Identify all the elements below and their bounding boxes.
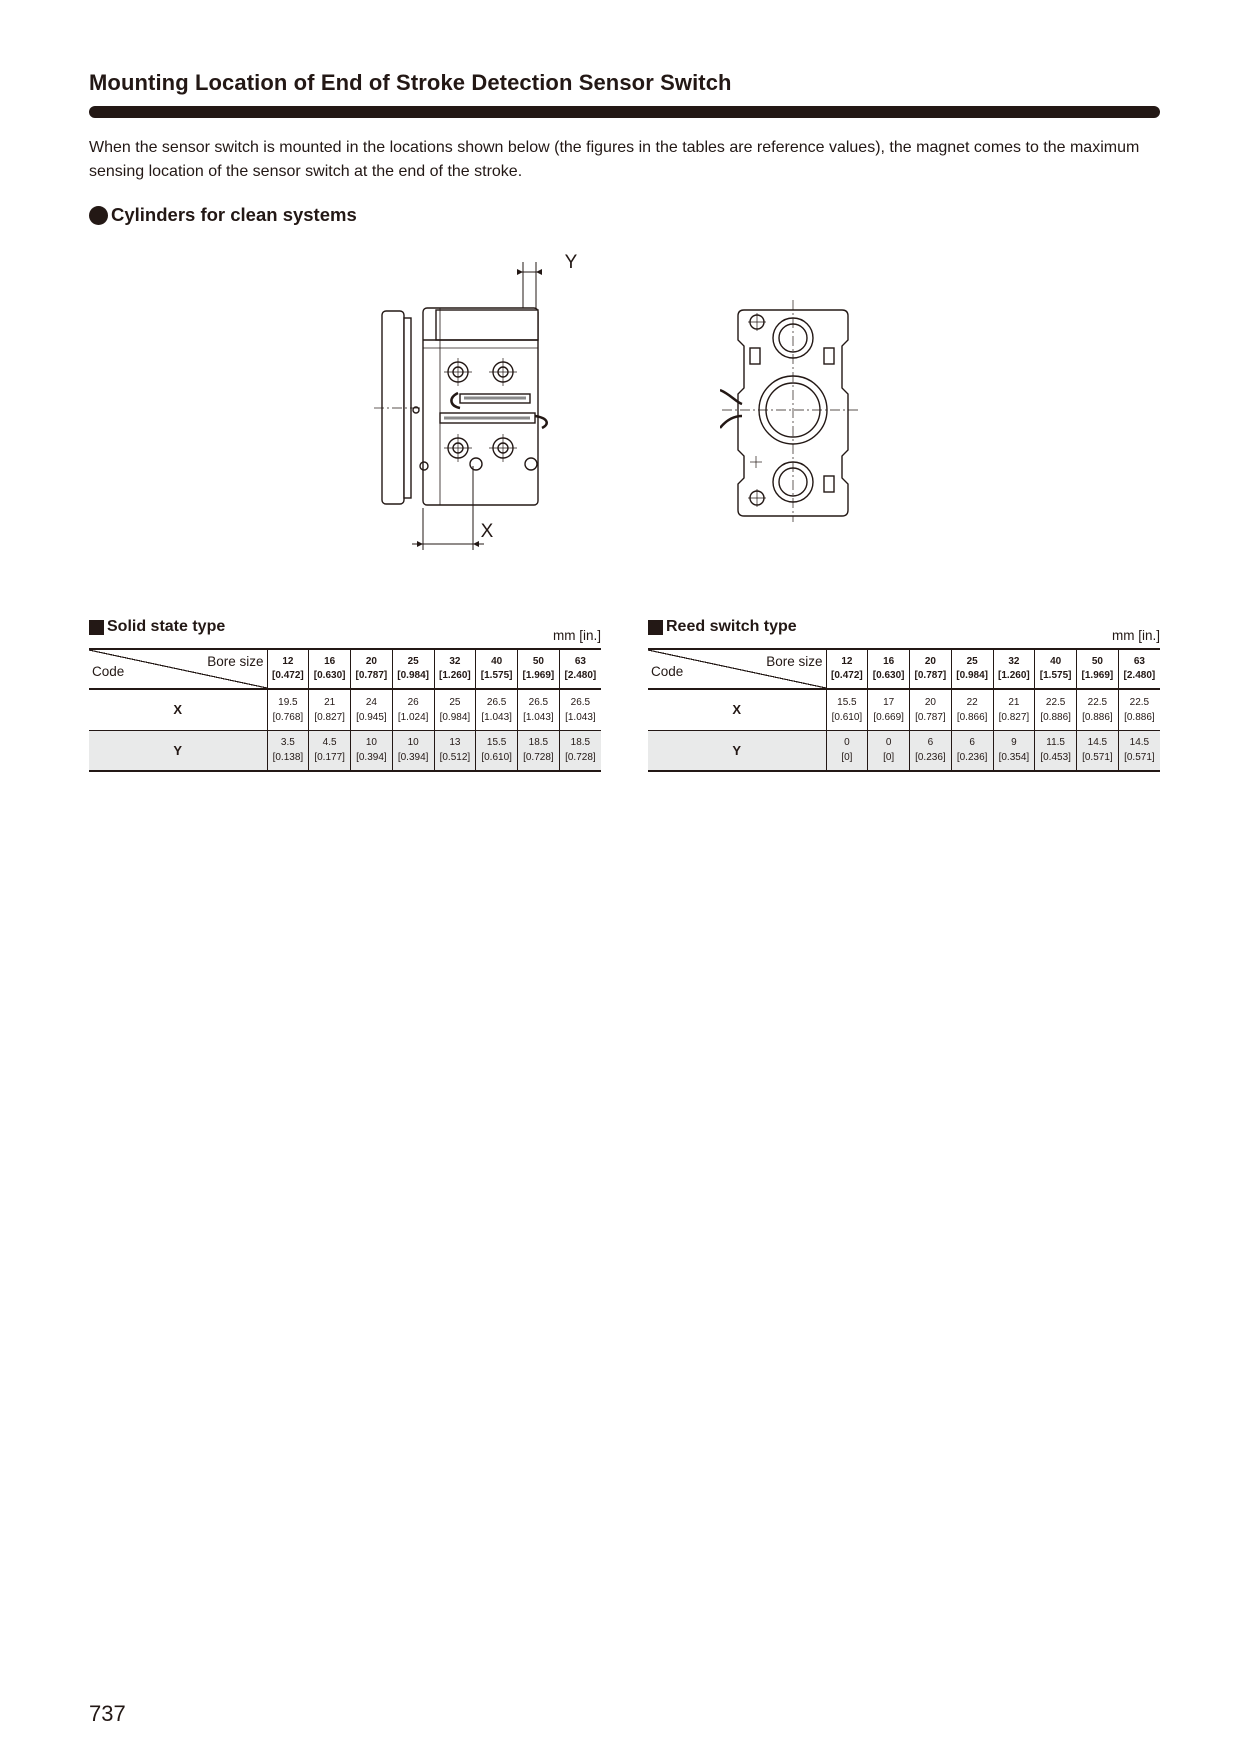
bore-col-header: 50 [1.969]: [518, 649, 560, 689]
corner-header: Bore size Code: [648, 649, 826, 689]
section-heading-text: Cylinders for clean systems: [111, 204, 357, 225]
unit-label: mm [in.]: [552, 628, 601, 643]
label-x: X: [480, 521, 494, 542]
table-cell: 24 [0.945]: [351, 689, 393, 730]
table-cell: 6 [0.236]: [910, 730, 952, 771]
table-cell: 21 [0.827]: [309, 689, 351, 730]
bore-col-header: 12 [0.472]: [826, 649, 868, 689]
reed-switch-table-block: [648, 614, 1160, 772]
table-cell: 19.5 [0.768]: [267, 689, 309, 730]
row-code: X: [173, 702, 183, 718]
table-cell: 26.5 [1.043]: [476, 689, 518, 730]
square-bullet-icon: [89, 620, 104, 635]
table-cell: 15.5 [0.610]: [826, 689, 868, 730]
table-cell: 14.5 [0.571]: [1077, 730, 1119, 771]
solid-state-table-block: [89, 614, 601, 772]
unit-label: mm [in.]: [1111, 628, 1160, 643]
reed-switch-table: [648, 648, 1160, 772]
table-cell: 14.5 [0.571]: [1118, 730, 1160, 771]
bore-col-header: 40 [1.575]: [476, 649, 518, 689]
table-row: [648, 730, 1160, 771]
table-cell: 18.5 [0.728]: [518, 730, 560, 771]
table-row: [89, 689, 601, 730]
bullet-dot-icon: [89, 206, 108, 225]
bore-col-header: 63 [2.480]: [559, 649, 601, 689]
page-number: 737: [89, 1701, 126, 1726]
table-cell: 10 [0.394]: [392, 730, 434, 771]
bore-col-header: 12 [0.472]: [267, 649, 309, 689]
bore-col-header: 32 [1.260]: [434, 649, 476, 689]
square-bullet-icon: [648, 620, 663, 635]
table-cell: 10 [0.394]: [351, 730, 393, 771]
table-cell: 9 [0.354]: [993, 730, 1035, 771]
bore-col-header: 32 [1.260]: [993, 649, 1035, 689]
table-cell: 13 [0.512]: [434, 730, 476, 771]
table-cell: 22 [0.866]: [951, 689, 993, 730]
table-cell: 26 [1.024]: [392, 689, 434, 730]
corner-header: Bore size Code: [89, 649, 267, 689]
bore-col-header: 40 [1.575]: [1035, 649, 1077, 689]
page-title: Mounting Location of End of Stroke Detection Sensor Switch: [89, 70, 732, 95]
table-cell: 0 [0]: [868, 730, 910, 771]
bore-col-header: 20 [0.787]: [910, 649, 952, 689]
table-cell: 21 [0.827]: [993, 689, 1035, 730]
bore-col-header: 25 [0.984]: [951, 649, 993, 689]
row-code: Y: [732, 742, 742, 758]
table-cell: 22.5 [0.886]: [1035, 689, 1077, 730]
bore-col-header: 16 [0.630]: [868, 649, 910, 689]
title-divider: [89, 106, 1160, 118]
bore-col-header: 50 [1.969]: [1077, 649, 1119, 689]
table-row: [648, 689, 1160, 730]
intro-paragraph: When the sensor switch is mounted in the locations shown below (the figures in the tables are reference values), the magnet comes to the maximum sensing location of the sensor switch at the end of the stroke.: [89, 139, 1140, 180]
label-y: Y: [564, 252, 578, 273]
bore-col-header: 16 [0.630]: [309, 649, 351, 689]
table-cell: 3.5 [0.138]: [267, 730, 309, 771]
table-cell: 18.5 [0.728]: [559, 730, 601, 771]
solid-state-table: [89, 648, 601, 772]
table-cell: 26.5 [1.043]: [559, 689, 601, 730]
table-cell: 11.5 [0.453]: [1035, 730, 1077, 771]
table-cell: 20 [0.787]: [910, 689, 952, 730]
table-cell: 26.5 [1.043]: [518, 689, 560, 730]
table-cell: 15.5 [0.610]: [476, 730, 518, 771]
table-row: [89, 730, 601, 771]
section-heading: [89, 204, 357, 226]
bore-col-header: 25 [0.984]: [392, 649, 434, 689]
table-cell: 4.5 [0.177]: [309, 730, 351, 771]
solid-state-title: Solid state type: [89, 618, 225, 636]
bore-col-header: 63 [2.480]: [1118, 649, 1160, 689]
table-cell: 0 [0]: [826, 730, 868, 771]
table-cell: 22.5 [0.886]: [1118, 689, 1160, 730]
bore-col-header: 20 [0.787]: [351, 649, 393, 689]
cylinder-side-view-drawing: [360, 248, 600, 568]
table-cell: 17 [0.669]: [868, 689, 910, 730]
table-cell: 22.5 [0.886]: [1077, 689, 1119, 730]
cylinder-end-view-drawing: [720, 300, 860, 530]
row-code: X: [732, 702, 742, 718]
table-cell: 6 [0.236]: [951, 730, 993, 771]
row-code: Y: [173, 742, 183, 758]
table-cell: 25 [0.984]: [434, 689, 476, 730]
reed-switch-title: Reed switch type: [648, 618, 797, 636]
